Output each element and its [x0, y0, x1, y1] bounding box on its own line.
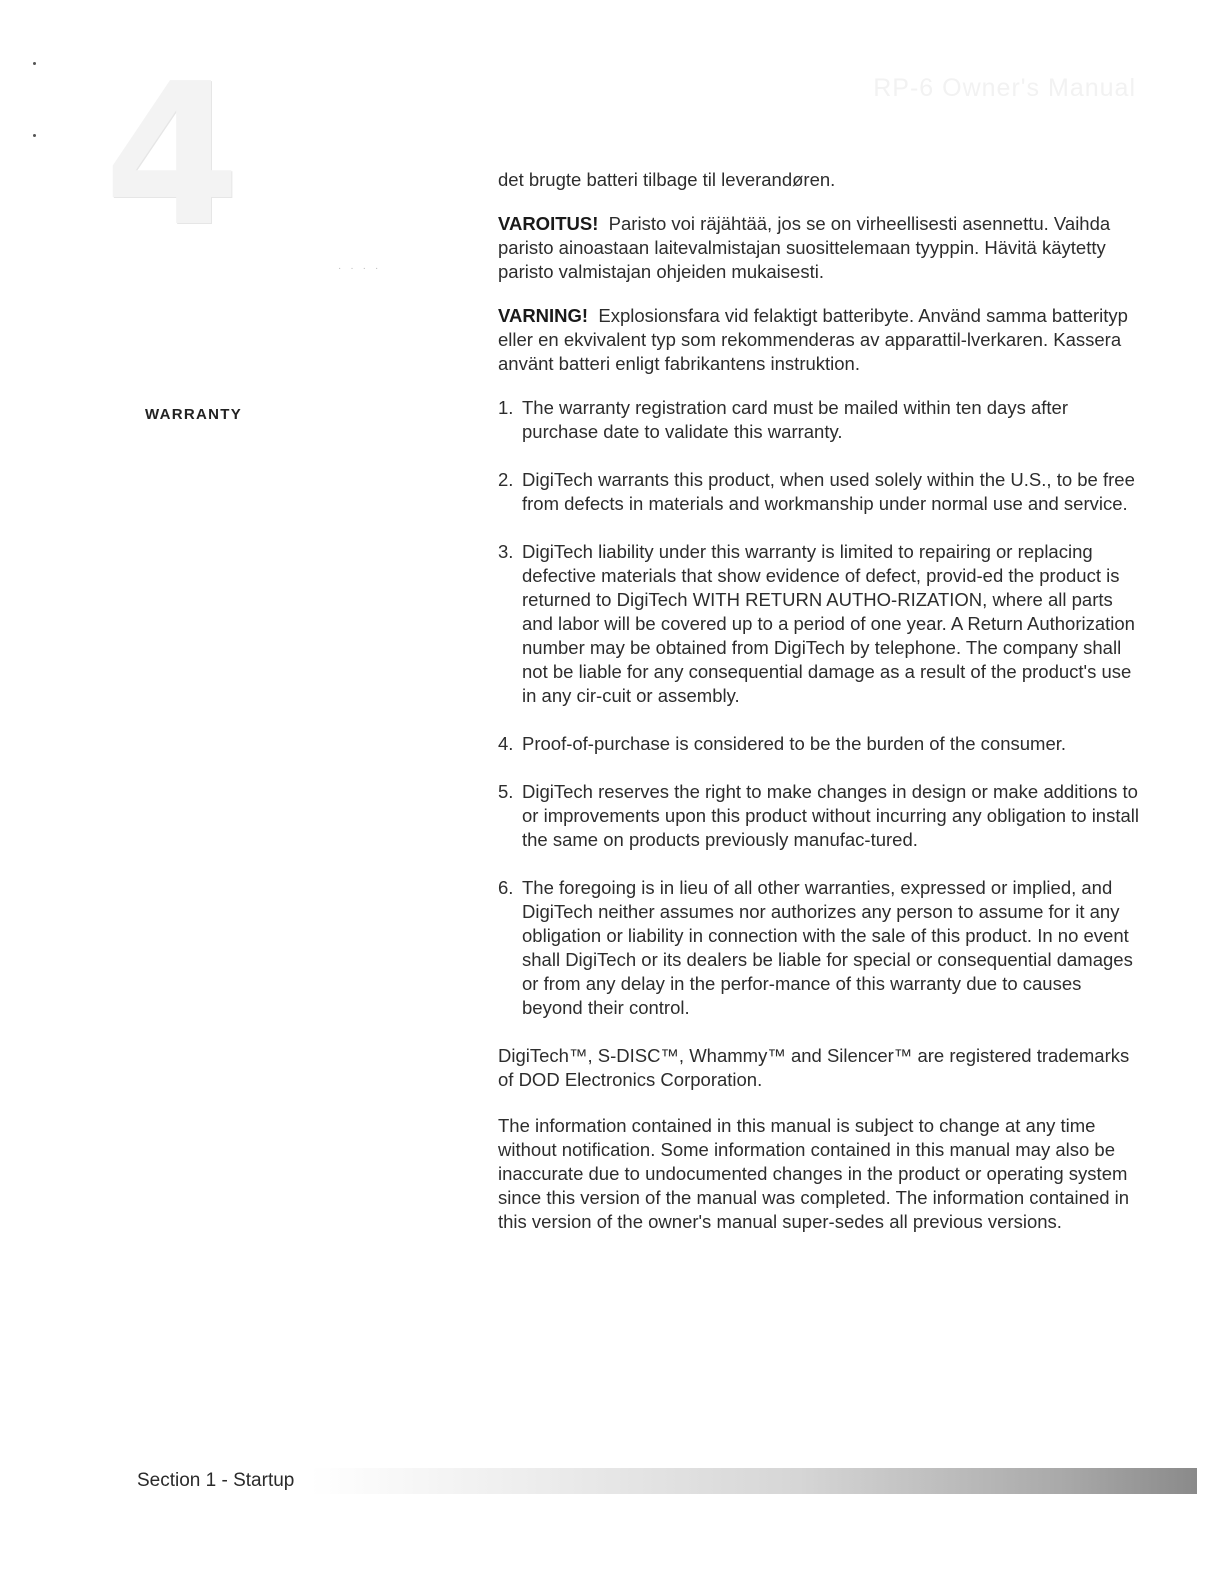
- intro-line: det brugte batteri tilbage til leverandøren.: [498, 169, 836, 190]
- disclaimer: The information contained in this manual is subject to change at any time without notification. Some information contained in this manual may also be inaccurate due to undocumented changes in the product or operating system since this version of the manual was completed. The information contained in this version of the owner's manual super-sedes all previous versions.: [498, 1115, 1130, 1232]
- warranty-item: [498, 780, 1143, 852]
- chapter-number: 4: [104, 42, 241, 270]
- warning-lead: VAROITUS!: [498, 213, 599, 234]
- item-text: The warranty registration card must be mailed within ten days after purchase date to validate this warranty.: [522, 397, 1068, 442]
- trademark-notice: DigiTech™, S-DISC™, Whammy™ and Silencer™ are registered trademarks of DOD Electronics Corporation.: [498, 1045, 1130, 1090]
- warning-swedish: [498, 304, 1143, 376]
- warning-text: Explosionsfara vid felaktigt batteribyte. Använd samma batterityp eller en ekvivalent typ som rekommenderas av apparattil-lverkaren. Kassera använt batteri enligt fabrikantens instruktion.: [498, 305, 1128, 374]
- item-number: 3.: [498, 541, 514, 562]
- warranty-item: [498, 396, 1143, 444]
- warranty-list: [498, 396, 1143, 1020]
- item-number: 5.: [498, 781, 514, 802]
- manual-title: RP-6 Owner's Manual: [873, 74, 1136, 102]
- main-body: [498, 168, 1143, 1234]
- warranty-item: [498, 540, 1143, 708]
- item-number: 6.: [498, 877, 514, 898]
- item-number: 1.: [498, 397, 514, 418]
- warning-text: Paristo voi räjähtää, jos se on virheellisesti asennettu. Vaihda paristo ainoastaan laitevalmistajan suosittelemaan tyyppin. Hävitä käytetty paristo valmistajan ohjeiden mukaisesti.: [498, 213, 1111, 282]
- margin-dot: [33, 134, 36, 137]
- item-number: 2.: [498, 469, 514, 490]
- warranty-section-label: WARRANTY: [145, 406, 243, 423]
- decorative-dots: ····: [338, 263, 388, 274]
- warning-lead: VARNING!: [498, 305, 589, 326]
- warranty-item: [498, 732, 1143, 756]
- margin-dot: [33, 62, 36, 65]
- item-text: DigiTech liability under this warranty is limited to repairing or replacing defective materials that show evidence of defect, provid-ed the product is returned to DigiTech WITH RETURN AUTHO-RIZATION, where all parts and labor will be covered up to a period of one year. A Return Authorization number may be obtained from DigiTech by telephone. The company shall not be liable for any consequential damage as a result of the product's use in any cir-cuit or assembly.: [522, 541, 1135, 706]
- item-text: DigiTech reserves the right to make changes in design or make additions to or improvements upon this product without incurring any obligation to install the same on products previously manufac-tured.: [522, 781, 1139, 850]
- item-text: DigiTech warrants this product, when used solely within the U.S., to be free from defects in materials and workmanship under normal use and service.: [522, 469, 1135, 514]
- item-text: The foregoing is in lieu of all other warranties, expressed or implied, and DigiTech neither assumes nor authorizes any person to assume for it any obligation or liability in connection with the sale of this product. In no event shall DigiTech or its dealers be liable for special or consequential damages or from any delay in the perfor-mance of this warranty due to causes beyond their control.: [522, 877, 1133, 1018]
- item-number: 4.: [498, 733, 514, 754]
- item-text: Proof-of-purchase is considered to be the burden of the consumer.: [522, 733, 1067, 754]
- warranty-item: [498, 876, 1143, 1020]
- footer-section-label: Section 1 - Startup: [137, 1470, 295, 1491]
- warranty-item: [498, 468, 1143, 516]
- footer-gradient-bar: [310, 1468, 1197, 1494]
- warning-finnish: [498, 212, 1143, 284]
